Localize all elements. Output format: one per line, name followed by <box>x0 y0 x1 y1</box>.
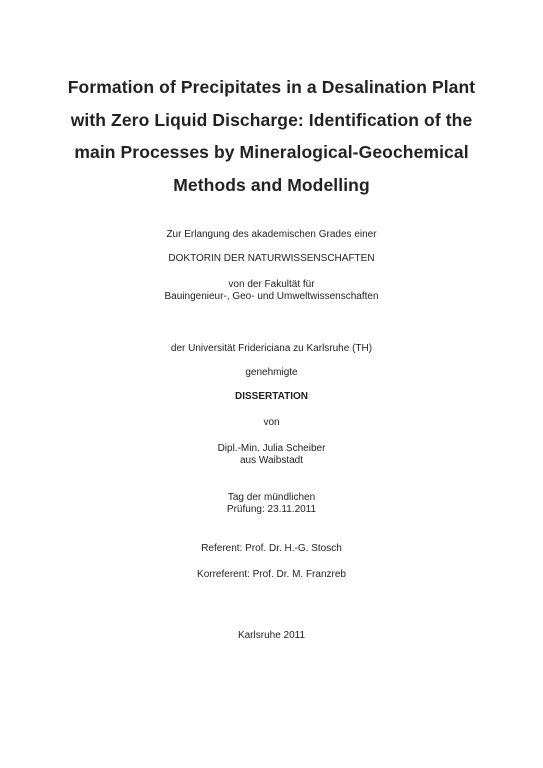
author-name: Dipl.-Min. Julia Scheiber <box>217 443 326 454</box>
by-text: von <box>263 417 280 428</box>
author-origin: aus Waibstadt <box>240 455 303 466</box>
exam-date: Prüfung: 23.11.2011 <box>226 504 317 515</box>
document-type: DISSERTATION <box>235 391 308 402</box>
exam-label: Tag der mündlichen <box>227 492 316 503</box>
degree-name: DOKTORIN DER NATURWISSENSCHAFTEN <box>168 253 375 264</box>
title-line: Methods and Modelling <box>173 174 370 195</box>
degree-purpose: Zur Erlangung des akademischen Grades einer <box>166 229 377 240</box>
university-name: der Universität Fridericiana zu Karlsruhe (TH) <box>170 343 373 354</box>
thesis-title <box>40 71 503 201</box>
approved-text: genehmigte <box>245 367 298 378</box>
title-line: with Zero Liquid Discharge: Identification of the <box>70 109 473 130</box>
korreferent: Korreferent: Prof. Dr. M. Franzreb <box>197 569 346 580</box>
title-line: main Processes by Mineralogical-Geochemical <box>74 142 469 162</box>
title-line: Formation of Precipitates in a Desalination Plant <box>67 77 476 97</box>
faculty-name: Bauingenieur-, Geo- und Umweltwissenschaften <box>164 291 379 302</box>
place-year: Karlsruhe 2011 <box>237 630 306 641</box>
faculty-intro: von der Fakultät für <box>228 279 315 290</box>
referent: Referent: Prof. Dr. H.-G. Stosch <box>201 543 342 554</box>
